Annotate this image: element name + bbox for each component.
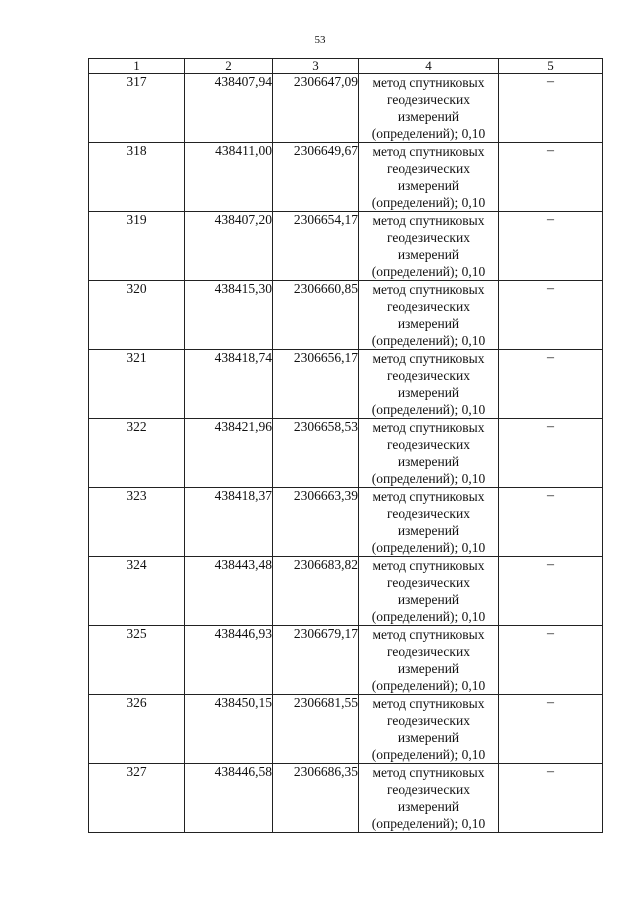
- x-coordinate-cell: 438418,74: [185, 350, 273, 419]
- column-header-2: 2: [185, 59, 273, 74]
- table-body: [89, 74, 603, 833]
- y-coordinate-cell: 2306656,17: [273, 350, 359, 419]
- x-coordinate-cell: 438446,58: [185, 764, 273, 833]
- method-cell: [359, 695, 499, 764]
- method-line: метод спутниковых: [372, 696, 485, 711]
- y-coordinate-cell: 2306679,17: [273, 626, 359, 695]
- table-row: [89, 281, 603, 350]
- method-line: (определений); 0,10: [371, 264, 486, 279]
- column-5-cell: –: [499, 419, 603, 488]
- method-line: метод спутниковых: [372, 75, 485, 90]
- method-line: метод спутниковых: [372, 351, 485, 366]
- method-cell: [359, 557, 499, 626]
- table-row: [89, 764, 603, 833]
- y-coordinate-cell: 2306647,09: [273, 74, 359, 143]
- x-coordinate-cell: 438418,37: [185, 488, 273, 557]
- method-line: геодезических: [387, 782, 470, 797]
- method-line: измерений: [397, 385, 460, 400]
- method-line: геодезических: [387, 437, 470, 452]
- method-line: измерений: [397, 316, 460, 331]
- x-coordinate-cell: 438446,93: [185, 626, 273, 695]
- table-row: [89, 695, 603, 764]
- x-coordinate-cell: 438415,30: [185, 281, 273, 350]
- method-line: (определений); 0,10: [371, 333, 486, 348]
- method-line: измерений: [397, 730, 460, 745]
- method-line: (определений); 0,10: [371, 402, 486, 417]
- y-coordinate-cell: 2306649,67: [273, 143, 359, 212]
- method-cell: [359, 764, 499, 833]
- method-line: измерений: [397, 178, 460, 193]
- table-row: [89, 419, 603, 488]
- method-line: метод спутниковых: [372, 282, 485, 297]
- y-coordinate-cell: 2306681,55: [273, 695, 359, 764]
- page-number: 53: [314, 34, 326, 46]
- table-row: [89, 74, 603, 143]
- column-header-3: 3: [273, 59, 359, 74]
- y-coordinate-cell: 2306663,39: [273, 488, 359, 557]
- method-cell: [359, 350, 499, 419]
- x-coordinate-cell: 438450,15: [185, 695, 273, 764]
- method-cell: [359, 212, 499, 281]
- y-coordinate-cell: 2306683,82: [273, 557, 359, 626]
- point-number-cell: 325: [89, 626, 185, 695]
- method-cell: [359, 74, 499, 143]
- point-number-cell: 324: [89, 557, 185, 626]
- table-header-row: [89, 59, 603, 74]
- column-header-4: 4: [359, 59, 499, 74]
- method-line: измерений: [397, 454, 460, 469]
- y-coordinate-cell: 2306654,17: [273, 212, 359, 281]
- method-line: (определений); 0,10: [371, 195, 486, 210]
- method-line: метод спутниковых: [372, 420, 485, 435]
- column-5-cell: –: [499, 74, 603, 143]
- method-cell: [359, 626, 499, 695]
- method-line: измерений: [397, 247, 460, 262]
- method-cell: [359, 281, 499, 350]
- method-line: геодезических: [387, 92, 470, 107]
- column-5-cell: –: [499, 143, 603, 212]
- method-line: (определений); 0,10: [371, 609, 486, 624]
- x-coordinate-cell: 438443,48: [185, 557, 273, 626]
- method-line: геодезических: [387, 506, 470, 521]
- point-number-cell: 317: [89, 74, 185, 143]
- x-coordinate-cell: 438407,94: [185, 74, 273, 143]
- y-coordinate-cell: 2306686,35: [273, 764, 359, 833]
- method-line: геодезических: [387, 161, 470, 176]
- point-number-cell: 320: [89, 281, 185, 350]
- column-5-cell: –: [499, 350, 603, 419]
- column-5-cell: –: [499, 212, 603, 281]
- method-cell: [359, 419, 499, 488]
- method-line: измерений: [397, 592, 460, 607]
- method-line: геодезических: [387, 644, 470, 659]
- column-5-cell: –: [499, 626, 603, 695]
- method-cell: [359, 488, 499, 557]
- column-5-cell: –: [499, 281, 603, 350]
- table-row: [89, 350, 603, 419]
- column-5-cell: –: [499, 557, 603, 626]
- point-number-cell: 327: [89, 764, 185, 833]
- method-line: метод спутниковых: [372, 765, 485, 780]
- coordinates-table: [88, 58, 603, 833]
- y-coordinate-cell: 2306658,53: [273, 419, 359, 488]
- method-line: метод спутниковых: [372, 144, 485, 159]
- table-row: [89, 143, 603, 212]
- method-line: геодезических: [387, 368, 470, 383]
- point-number-cell: 323: [89, 488, 185, 557]
- point-number-cell: 321: [89, 350, 185, 419]
- column-5-cell: –: [499, 695, 603, 764]
- column-header-5: 5: [499, 59, 603, 74]
- method-line: (определений); 0,10: [371, 816, 486, 831]
- point-number-cell: 319: [89, 212, 185, 281]
- point-number-cell: 326: [89, 695, 185, 764]
- method-line: измерений: [397, 109, 460, 124]
- method-line: геодезических: [387, 230, 470, 245]
- method-line: измерений: [397, 799, 460, 814]
- x-coordinate-cell: 438407,20: [185, 212, 273, 281]
- method-cell: [359, 143, 499, 212]
- method-line: геодезических: [387, 575, 470, 590]
- method-line: метод спутниковых: [372, 558, 485, 573]
- point-number-cell: 318: [89, 143, 185, 212]
- table-row: [89, 557, 603, 626]
- method-line: метод спутниковых: [372, 489, 485, 504]
- y-coordinate-cell: 2306660,85: [273, 281, 359, 350]
- table-row: [89, 488, 603, 557]
- method-line: измерений: [397, 661, 460, 676]
- x-coordinate-cell: 438421,96: [185, 419, 273, 488]
- method-line: (определений); 0,10: [371, 471, 486, 486]
- method-line: геодезических: [387, 713, 470, 728]
- method-line: (определений); 0,10: [371, 540, 486, 555]
- table-row: [89, 212, 603, 281]
- method-line: геодезических: [387, 299, 470, 314]
- method-line: (определений); 0,10: [371, 747, 486, 762]
- method-line: метод спутниковых: [372, 213, 485, 228]
- column-header-1: 1: [89, 59, 185, 74]
- table-row: [89, 626, 603, 695]
- method-line: измерений: [397, 523, 460, 538]
- column-5-cell: –: [499, 488, 603, 557]
- method-line: (определений); 0,10: [371, 678, 486, 693]
- x-coordinate-cell: 438411,00: [185, 143, 273, 212]
- point-number-cell: 322: [89, 419, 185, 488]
- method-line: метод спутниковых: [372, 627, 485, 642]
- column-5-cell: –: [499, 764, 603, 833]
- method-line: (определений); 0,10: [371, 126, 486, 141]
